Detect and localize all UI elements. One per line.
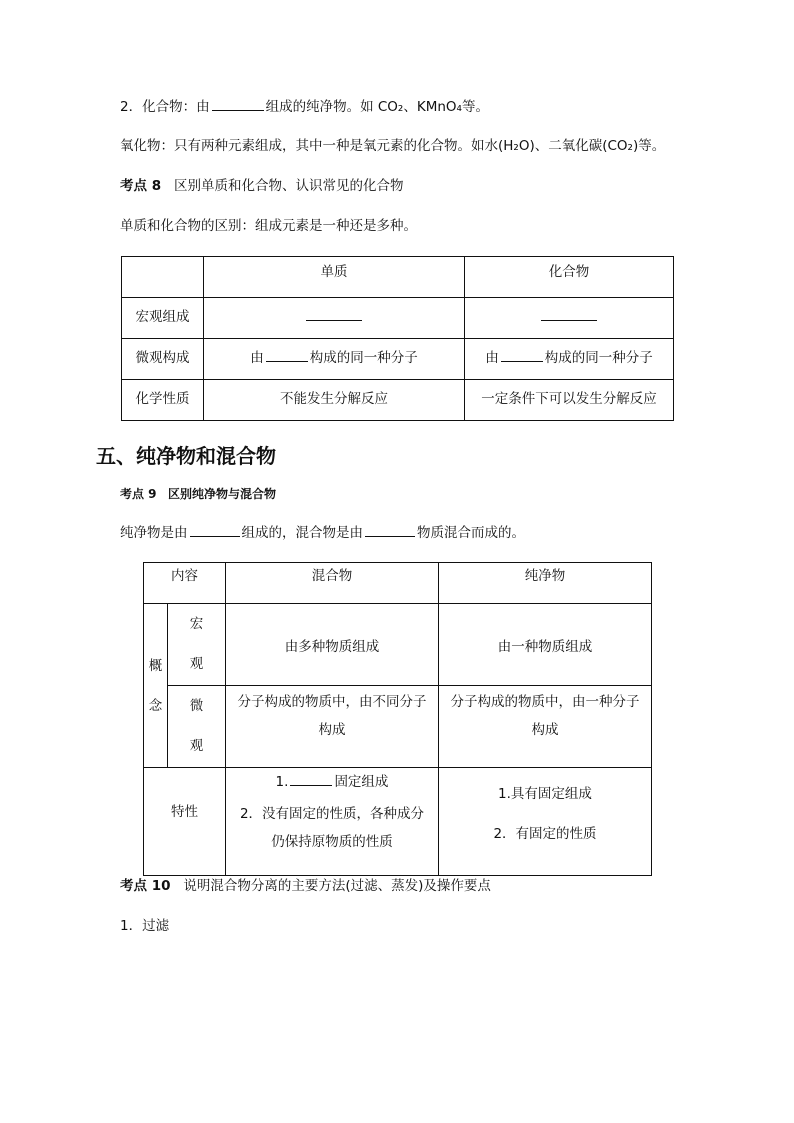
trait-label: 特性 [144,768,226,876]
micro-pure: 分子构成的物质中，由一种分子 构成 [439,686,652,768]
trait-pure: 1.具有固定组成 2．有固定的性质 [439,768,652,876]
concept-label: 概 念 [144,604,168,768]
table2-header-mixture: 混合物 [226,563,439,604]
key-point-9: 考点 9 区别纯净物与混合物 [120,487,276,501]
micro-label: 微 观 [168,686,226,768]
macro-mixture: 由多种物质组成 [226,604,439,686]
macro-label: 宏 观 [168,604,226,686]
table1-header-compound: 化合物 [465,257,674,298]
table1-cell: 不能发生分解反应 [204,380,465,421]
table1-row-label: 微观构成 [122,339,204,380]
table1-cell: 由 构成的同一种分子 [204,339,465,380]
pure-mixture-statement: 纯净物是由 组成的，混合物是由 物质混合而成的。 [120,522,525,543]
table1-header-empty [122,257,204,298]
table1-cell: 由 构成的同一种分子 [465,339,674,380]
compound-definition: 2．化合物：由 组成的纯净物。如 CO₂、KMnO₄等。 [120,96,489,117]
table1-row-label: 化学性质 [122,380,204,421]
pure-mixture-table [143,562,652,876]
key-point-8: 考点 8 区别单质和化合物、认识常见的化合物 [120,178,404,194]
element-compound-table [121,256,674,421]
fill-blank [212,96,264,111]
difference-statement: 单质和化合物的区别：组成元素是一种还是多种。 [120,218,417,234]
trait-mixture: 1. 固定组成 2．没有固定的性质，各种成分 仍保持原物质的性质 [226,768,439,876]
oxide-definition: 氧化物：只有两种元素组成，其中一种是氧元素的化合物。如水(H₂O)、二氧化碳(CO₂)等。 [120,138,666,154]
table1-cell: 一定条件下可以发生分解反应 [465,380,674,421]
key-point-10: 考点 10 说明混合物分离的主要方法(过滤、蒸发)及操作要点 [120,878,491,894]
micro-mixture: 分子构成的物质中，由不同分子 构成 [226,686,439,768]
table1-header-element: 单质 [204,257,465,298]
filtration-heading: 1．过滤 [120,918,170,934]
section-title: 五、纯净物和混合物 [96,444,276,468]
table1-row-label: 宏观组成 [122,298,204,339]
table1-cell [204,298,465,339]
table2-header-pure: 纯净物 [439,563,652,604]
table2-header-content: 内容 [144,563,226,604]
table1-cell [465,298,674,339]
macro-pure: 由一种物质组成 [439,604,652,686]
